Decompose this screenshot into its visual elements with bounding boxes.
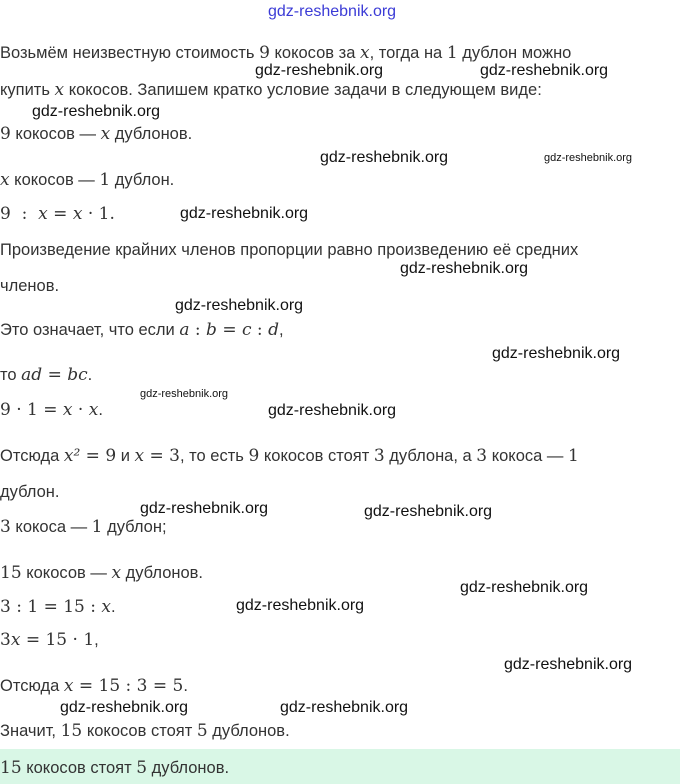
math-expression: 1: [446, 43, 458, 63]
math-expression: 5: [196, 721, 208, 741]
text-segment: .: [183, 677, 188, 695]
watermark: gdz-reshebnik.org: [140, 388, 229, 400]
solution-line: [0, 676, 188, 696]
text-segment: Произведение крайних членов пропорции равно произведению её средних: [0, 241, 579, 259]
math-expression: 9: [0, 124, 11, 144]
math-expression: x: [100, 124, 111, 144]
math-expression: 1: [91, 517, 103, 537]
text-segment: .: [110, 598, 116, 616]
solution-line: [0, 563, 203, 583]
text-segment: .: [87, 366, 93, 384]
math-expression: b: [206, 320, 217, 340]
answer-text: [0, 758, 229, 778]
text-segment: Это означает, что если: [0, 321, 180, 339]
text-segment: дублон.: [110, 171, 175, 189]
math-expression: 9: [248, 446, 260, 466]
text-segment: то: [0, 366, 22, 384]
solution-line: [0, 365, 92, 385]
watermark: gdz-reshebnik.org: [236, 597, 365, 614]
math-expression: ·: [72, 400, 89, 420]
watermark: gdz-reshebnik.org: [504, 656, 633, 673]
math-expression: x: [38, 204, 48, 224]
text-segment: членов.: [0, 277, 60, 295]
text-segment: кокосов за: [269, 44, 360, 62]
math-expression: = 3: [144, 446, 180, 466]
text-segment: кокоса —: [10, 518, 92, 536]
text-segment: купить: [0, 81, 55, 99]
math-expression: x: [134, 446, 145, 466]
solution-line: [0, 170, 174, 190]
math-expression: :: [189, 320, 207, 340]
text-segment: ,: [278, 321, 284, 339]
math-expression: = 15 · 1: [20, 630, 95, 650]
math-expression: x: [88, 400, 99, 420]
math-expression: a: [179, 320, 190, 340]
solution-line: [0, 721, 290, 741]
text-segment: дублонов.: [147, 759, 230, 777]
math-expression: x: [63, 676, 74, 696]
text-segment: Отсюда: [0, 677, 64, 695]
math-expression: x: [111, 563, 122, 583]
watermark: gdz-reshebnik.org: [320, 149, 449, 166]
text-segment: дублона, а: [384, 447, 477, 465]
math-expression: x²: [63, 446, 81, 466]
math-expression: c: [242, 320, 252, 340]
math-expression: ad: [21, 365, 43, 385]
text-segment: кокосов. Запишем кратко условие задачи в следующем виде:: [64, 81, 542, 99]
text-segment: дублонов.: [207, 722, 290, 740]
solution-line: [0, 630, 99, 650]
solution-line: [0, 204, 115, 224]
math-expression: 3: [476, 446, 488, 466]
text-segment: Отсюда: [0, 447, 64, 465]
solution-line: [0, 482, 59, 502]
text-segment: Значит,: [0, 722, 61, 740]
text-segment: кокосов стоят: [21, 759, 137, 777]
math-expression: x: [10, 630, 21, 650]
math-expression: bc: [67, 365, 88, 385]
solution-line: [0, 240, 578, 260]
solution-line: [0, 597, 116, 617]
text-segment: дублон;: [102, 518, 167, 536]
watermark: gdz-reshebnik.org: [268, 3, 397, 20]
text-segment: , тогда на: [369, 44, 447, 62]
solution-line: [0, 43, 571, 63]
text-segment: дублон.: [0, 483, 60, 501]
solution-line: [0, 400, 103, 420]
math-expression: x: [54, 80, 65, 100]
solution-line: [0, 124, 192, 144]
text-segment: кокоса —: [487, 447, 568, 465]
text-segment: кокосов стоят: [82, 722, 197, 740]
math-expression: 9 :: [0, 204, 39, 224]
math-expression: = 9: [80, 446, 117, 466]
text-segment: и: [116, 447, 135, 465]
text-segment: ,: [94, 631, 99, 649]
solution-line: [0, 446, 579, 466]
math-expression: 3: [0, 630, 11, 650]
math-expression: 3 : 1 = 15 :: [0, 597, 102, 617]
text-segment: дублонов.: [110, 125, 193, 143]
watermark: gdz-reshebnik.org: [175, 297, 304, 314]
math-expression: · 1.: [82, 204, 115, 224]
math-expression: 15: [60, 721, 83, 741]
text-segment: кокосов стоят: [259, 447, 374, 465]
math-expression: 15: [0, 563, 22, 583]
watermark: gdz-reshebnik.org: [460, 579, 589, 596]
math-expression: d: [268, 320, 279, 340]
math-expression: x: [359, 43, 370, 63]
math-expression: 15: [0, 758, 22, 778]
text-segment: дублон можно: [457, 44, 572, 62]
solution-line: [0, 276, 59, 296]
watermark: gdz-reshebnik.org: [32, 103, 161, 120]
math-expression: :: [251, 320, 269, 340]
solution-line: [0, 320, 284, 340]
watermark: gdz-reshebnik.org: [60, 699, 189, 716]
math-expression: 9: [259, 43, 270, 63]
text-segment: .: [98, 401, 103, 419]
math-expression: 3: [0, 517, 11, 537]
math-expression: 5: [136, 758, 148, 778]
watermark: gdz-reshebnik.org: [180, 205, 309, 222]
watermark: gdz-reshebnik.org: [400, 260, 529, 277]
solution-line: [0, 80, 542, 100]
math-expression: =: [47, 204, 73, 224]
watermark: gdz-reshebnik.org: [492, 345, 621, 362]
text-segment: дублонов.: [121, 564, 204, 582]
watermark: gdz-reshebnik.org: [268, 402, 397, 419]
watermark: gdz-reshebnik.org: [255, 62, 384, 79]
math-expression: = 15 : 3 = 5: [73, 676, 184, 696]
text-segment: кокосов —: [9, 171, 100, 189]
math-expression: 9 · 1 =: [0, 400, 63, 420]
math-expression: x: [0, 170, 10, 190]
math-expression: =: [216, 320, 242, 340]
math-expression: x: [101, 597, 111, 617]
math-expression: x: [72, 204, 83, 224]
text-segment: кокосов —: [10, 125, 101, 143]
math-expression: =: [42, 365, 68, 385]
text-segment: кокосов —: [21, 564, 112, 582]
watermark: gdz-reshebnik.org: [364, 503, 493, 520]
solution-line: [0, 517, 167, 537]
math-expression: 1: [567, 446, 579, 466]
text-segment: Возьмём неизвестную стоимость: [0, 44, 260, 62]
math-expression: 1: [99, 170, 111, 190]
watermark: gdz-reshebnik.org: [140, 500, 269, 517]
watermark: gdz-reshebnik.org: [544, 152, 633, 164]
math-expression: x: [62, 400, 73, 420]
text-segment: , то есть: [180, 447, 249, 465]
watermark: gdz-reshebnik.org: [480, 62, 609, 79]
math-expression: 3: [373, 446, 385, 466]
watermark: gdz-reshebnik.org: [280, 699, 409, 716]
